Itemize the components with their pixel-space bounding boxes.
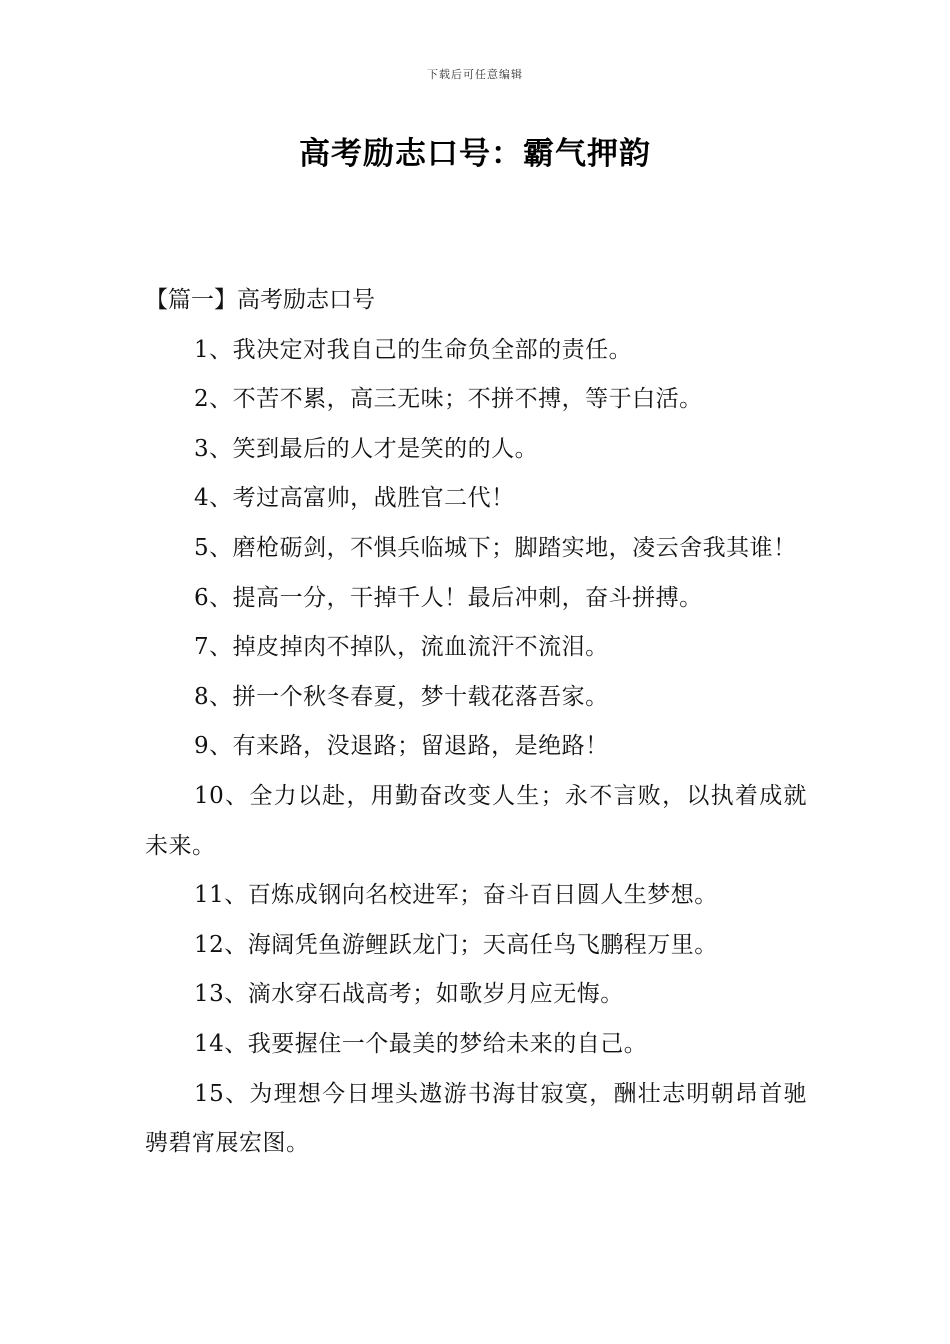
section-heading: 【篇一】高考励志口号 <box>145 287 375 313</box>
list-item: 9、有来路，没退路；留退路，是绝路！ <box>194 733 609 760</box>
list-item: 6、提高一分，干掉千人！最后冲刺，奋斗拼搏。 <box>194 584 703 611</box>
list-item: 10、全力以赴，用勤奋改变人生；永不言败，以执着成就未来。 <box>145 782 807 859</box>
list-item: 8、拼一个秋冬春夏，梦十载花落吾家。 <box>194 683 609 710</box>
list-item: 5、磨枪砺剑，不惧兵临城下；脚踏实地，凌云舍我其谁！ <box>194 534 797 561</box>
list-item: 12、海阔凭鱼游鲤跃龙门；天高任鸟飞鹏程万里。 <box>194 931 718 958</box>
list-item: 7、掉皮掉肉不掉队，流血流汗不流泪。 <box>194 634 609 661</box>
list-item: 3、笑到最后的人才是笑的的人。 <box>194 435 539 462</box>
header-note: 下载后可任意编辑 <box>427 68 523 81</box>
list-item: 1、我决定对我自己的生命负全部的责任。 <box>194 336 633 363</box>
list-item: 11、百炼成钢向名校进军；奋斗百日圆人生梦想。 <box>194 882 718 909</box>
list-item: 15、为理想今日埋头遨游书海甘寂寞，酬壮志明朝昂首驰骋碧宵展宏图。 <box>145 1080 807 1157</box>
document-body <box>145 276 807 1169</box>
list-item: 4、考过高富帅，战胜官二代！ <box>194 485 515 512</box>
list-item: 2、不苦不累，高三无味；不拼不搏，等于白活。 <box>194 386 703 413</box>
list-item: 13、滴水穿石战高考；如歌岁月应无悔。 <box>194 981 624 1008</box>
document-title: 高考励志口号：霸气押韵 <box>299 136 651 172</box>
list-item: 14、我要握住一个最美的梦给未来的自己。 <box>194 1030 648 1057</box>
